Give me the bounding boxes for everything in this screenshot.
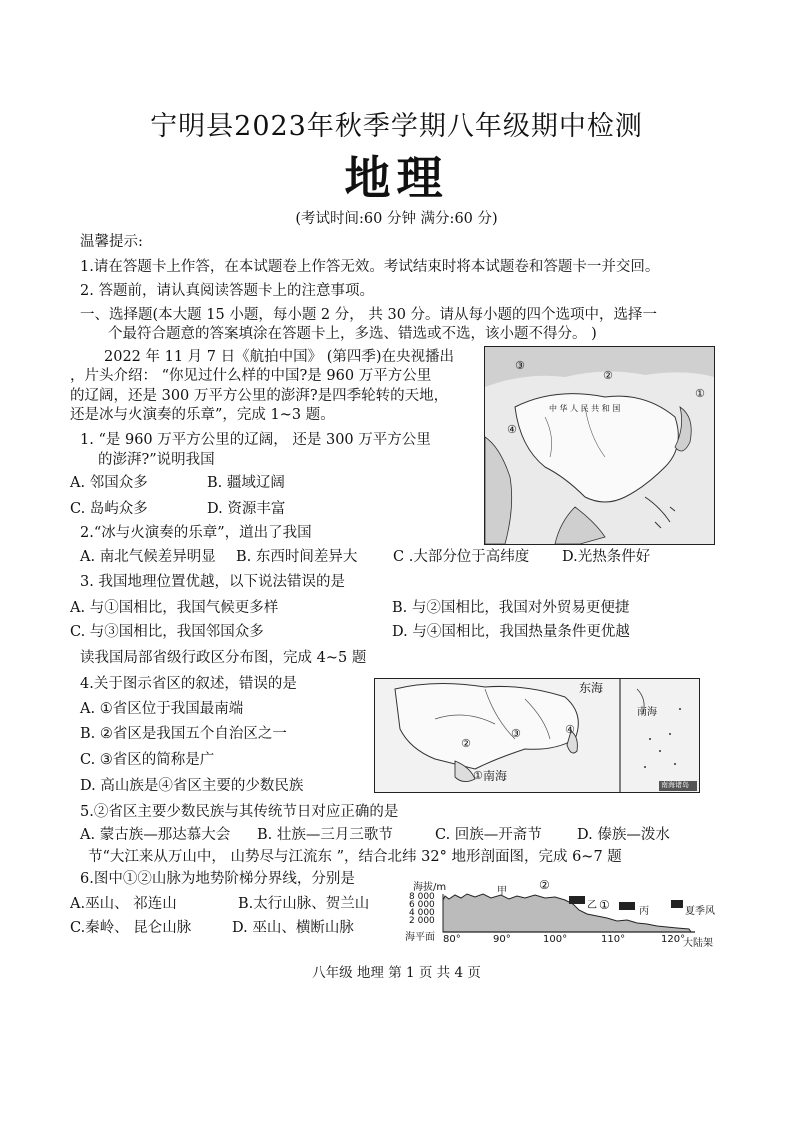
passage-line: 2022 年 11 月 7 日《航拍中国》 (第四季)在央视播出 bbox=[104, 349, 455, 365]
q4-option-b: B. ②省区是我国五个自治区之一 bbox=[80, 726, 287, 742]
q1-option-b: B. 疆域辽阔 bbox=[207, 475, 285, 491]
q4-stem: 4.关于图示省区的叙述，错误的是 bbox=[80, 676, 297, 692]
q6-stem: 6.图中①②山脉为地势阶梯分界线，分别是 bbox=[80, 871, 355, 887]
q5-option-b: B. 壮族—三月三歌节 bbox=[257, 827, 393, 843]
map2-label-3: ③ bbox=[511, 727, 521, 740]
q3-option-d: D. 与④国相比，我国热量条件更优越 bbox=[392, 624, 630, 640]
q1-stem: 1. “是 960 万平方公里的辽阔， 还是 300 万平方公里 bbox=[80, 432, 431, 448]
map2-label-islands: 南海诸岛 bbox=[661, 781, 689, 789]
map2-label-nanhai-inset: 南海 bbox=[637, 707, 657, 718]
section-heading: 一、选择题(本大题 15 小题，每小题 2 分， 共 30 分。请从每小题的四个选项中，选择一 bbox=[80, 307, 658, 323]
profile-shelf: 大陆架 bbox=[683, 938, 713, 949]
q3-option-c: C. 与③国相比，我国邻国众多 bbox=[70, 624, 264, 640]
q4-option-a: A. ①省区位于我国最南端 bbox=[80, 701, 244, 717]
exam-info: (考试时间:60 分钟 满分:60 分) bbox=[295, 211, 498, 227]
q4-option-d: D. 高山族是④省区主要的少数民族 bbox=[80, 778, 304, 794]
profile-x-tick: 100° bbox=[543, 934, 568, 945]
map1-label-2: ② bbox=[603, 369, 613, 382]
q6-option-a: A.巫山、 祁连山 bbox=[70, 896, 177, 912]
q3-option-b: B. 与②国相比，我国对外贸易更便捷 bbox=[392, 600, 630, 616]
q5-option-c: C. 回族—开斋节 bbox=[435, 827, 542, 843]
q1-option-c: C. 岛屿众多 bbox=[70, 501, 148, 517]
passage-line: 的辽阔，还是 300 万平方公里的澎湃?是四季轮转的天地， bbox=[70, 388, 449, 404]
q1-stem-cont: 的澎湃?”说明我国 bbox=[98, 452, 215, 468]
passage-line: 还是冰与火演奏的乐章”，完成 1~3 题。 bbox=[70, 407, 335, 423]
map2-label-4: ④ bbox=[565, 723, 575, 736]
profile-y-tick: 2 000 bbox=[409, 916, 435, 926]
profile-y-tick: 8 000 bbox=[409, 892, 435, 902]
profile-y-tick: 4 000 bbox=[409, 908, 435, 918]
q2-option-d: D.光热条件好 bbox=[562, 549, 651, 565]
subject-title: 地理 bbox=[344, 151, 449, 205]
passage-3: 节“大江来从万山中， 山势尽与江流东 ”，结合北纬 32° 地形剖面图，完成 6~7 题 bbox=[88, 849, 622, 865]
q5-option-a: A. 蒙古族—那达慕大会 bbox=[80, 827, 231, 843]
profile-x-tick: 90° bbox=[493, 934, 511, 945]
profile-marker-1: ① bbox=[599, 898, 610, 912]
q2-option-c: C .大部分位于高纬度 bbox=[393, 549, 530, 565]
profile-x-tick: 110° bbox=[601, 934, 626, 945]
map2-label-nanhai: 南海 bbox=[483, 769, 508, 783]
q2-stem: 2.“冰与火演奏的乐章”，道出了我国 bbox=[80, 525, 312, 541]
map2-label-donghai: 东海 bbox=[579, 681, 604, 695]
map1-label-3: ③ bbox=[515, 359, 525, 372]
map2-label-2: ② bbox=[461, 737, 471, 750]
q3-stem: 3. 我国地理位置优越，以下说法错误的是 bbox=[80, 574, 345, 590]
asia-map bbox=[484, 346, 715, 545]
q4-option-c: C. ③省区的简称是广 bbox=[80, 752, 215, 768]
page-footer: 八年级 地理 第 1 页 共 4 页 bbox=[312, 965, 481, 981]
profile-y-title: 海拔/m bbox=[413, 882, 447, 893]
q6-option-c: C.秦岭、 昆仑山脉 bbox=[70, 920, 192, 936]
map1-label-4: ④ bbox=[507, 423, 517, 436]
map1-label-china: 中 华 人 民 共 和 国 bbox=[549, 404, 621, 413]
profile-marker-bing: 丙 bbox=[639, 906, 649, 917]
profile-sea-level: 海平面 bbox=[405, 932, 435, 943]
q1-option-d: D. 资源丰富 bbox=[207, 501, 286, 517]
q6-option-b: B.太行山脉、贺兰山 bbox=[238, 896, 370, 912]
map2-label-1: ① bbox=[473, 769, 483, 782]
section-heading-cont: 个最符合题意的答案填涂在答题卡上，多选、错选或不选，该小题不得分。 ) bbox=[108, 326, 597, 342]
q2-option-a: A. 南北气候差异明显 bbox=[80, 549, 216, 565]
exam-title: 宁明县2023年秋季学期八年级期中检测 bbox=[150, 111, 643, 142]
profile-marker-monsoon: 夏季风 bbox=[685, 906, 715, 917]
q5-option-d: D. 傣族—泼水 bbox=[577, 827, 670, 843]
province-map bbox=[374, 678, 700, 793]
passage-2: 读我国局部省级行政区分布图，完成 4~5 题 bbox=[80, 650, 367, 666]
map1-label-1: ① bbox=[695, 387, 705, 400]
province-map-drawing bbox=[375, 679, 699, 792]
tips-heading: 温馨提示: bbox=[80, 234, 143, 250]
q6-option-d: D. 巫山、横断山脉 bbox=[232, 920, 354, 936]
tip-item: 1.请在答题卡上作答，在本试题卷上作答无效。考试结束时将本试题卷和答题卡一并交回。 bbox=[80, 259, 660, 275]
q5-stem: 5.②省区主要少数民族与其传统节日对应正确的是 bbox=[80, 804, 399, 820]
profile-marker-jia: 甲 bbox=[497, 886, 507, 897]
tip-item: 2. 答题前，请认真阅读答题卡上的注意事项。 bbox=[80, 283, 374, 299]
profile-x-tick: 120° bbox=[661, 934, 686, 945]
passage-line: ，片头介绍： “你见过什么样的中国?是 960 万平方公里 bbox=[70, 368, 432, 384]
q2-option-b: B. 东西时间差异大 bbox=[236, 549, 358, 565]
profile-marker-2: ② bbox=[539, 878, 550, 892]
terrain-profile bbox=[405, 876, 725, 948]
profile-x-tick: 80° bbox=[443, 934, 461, 945]
asia-map-drawing bbox=[485, 347, 714, 544]
profile-y-tick: 6 000 bbox=[409, 900, 435, 910]
q1-option-a: A. 邻国众多 bbox=[70, 475, 148, 491]
profile-marker-yi: 乙 bbox=[587, 900, 597, 911]
q3-option-a: A. 与①国相比，我国气候更多样 bbox=[70, 600, 279, 616]
